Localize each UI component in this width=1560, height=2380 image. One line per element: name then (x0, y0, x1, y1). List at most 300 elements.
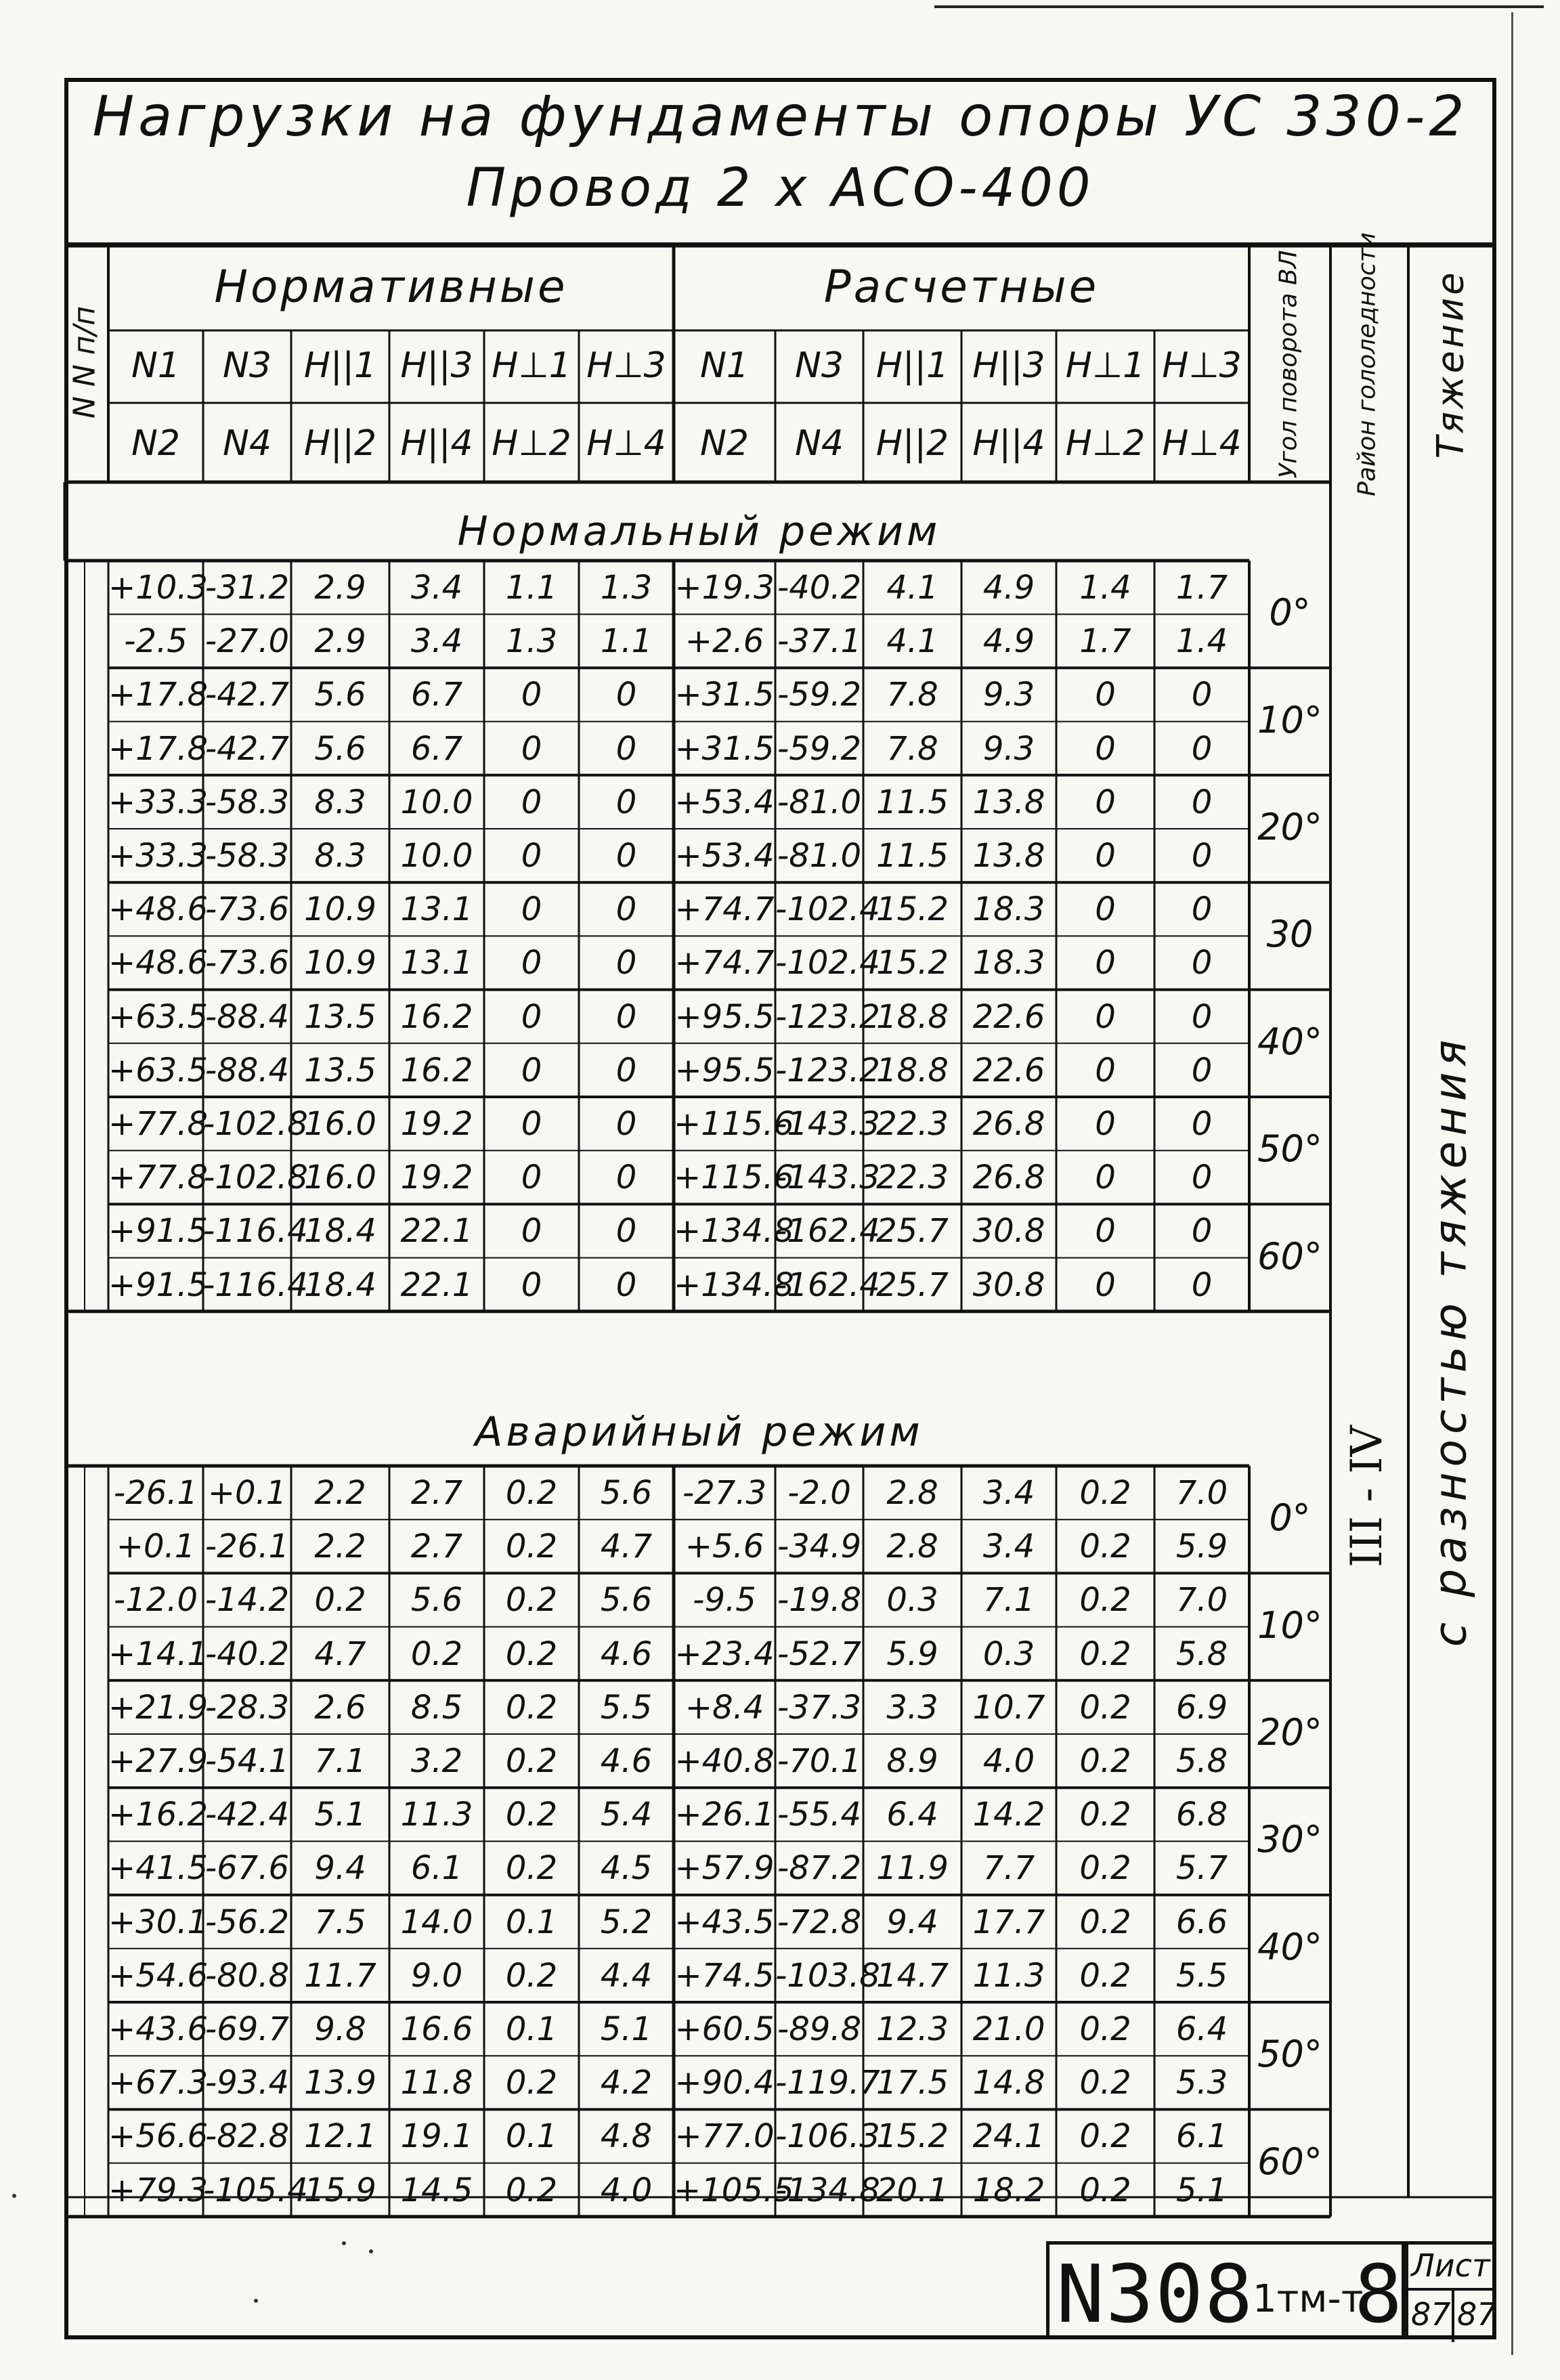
table-cell: 18.8 (876, 1051, 949, 1089)
table-cell: -93.4 (204, 2064, 290, 2102)
table-cell: 0 (1191, 997, 1213, 1036)
column-header: H⊥4 (1162, 423, 1242, 464)
table-cell: +115.6 (674, 1105, 794, 1143)
table-cell: +74.5 (674, 1956, 775, 1995)
table-cell: 0 (521, 1265, 542, 1304)
header-npp: N N п/п (67, 305, 102, 419)
table-cell: 0.2 (1079, 1688, 1131, 1727)
table-cell: 0.2 (505, 1581, 558, 1620)
table-cell: 6.7 (410, 676, 463, 714)
table-cell: 1.1 (505, 569, 558, 607)
table-cell: -37.1 (777, 622, 862, 661)
table-cell: -9.5 (693, 1581, 756, 1620)
table-cell: 5.4 (600, 1796, 653, 1834)
column-header: H||3 (972, 345, 1045, 386)
table-cell: +77.0 (674, 2117, 775, 2156)
table-cell: -116.4 (203, 1212, 308, 1251)
table-cell: 7.8 (886, 676, 938, 714)
table-cell: +5.6 (685, 1528, 764, 1566)
table-cell: +90.4 (674, 2064, 775, 2102)
table-cell: +74.7 (674, 944, 775, 982)
table-cell: 11.9 (876, 1849, 949, 1888)
table-cell: +8.4 (685, 1688, 764, 1727)
table-cell: 5.3 (1175, 2064, 1228, 2102)
table-cell: 5.8 (1175, 1635, 1228, 1673)
table-cell: 0.2 (1079, 1742, 1131, 1780)
table-cell: 3.4 (982, 1474, 1035, 1512)
table-cell: 0 (1095, 890, 1116, 929)
table-cell: +14.1 (108, 1635, 209, 1673)
table-cell: 10.7 (972, 1688, 1045, 1727)
table-cell: 0 (521, 1212, 542, 1251)
table-cell: 0 (615, 944, 637, 982)
table-cell: -73.6 (204, 890, 290, 929)
table-cell: +40.8 (674, 1742, 775, 1780)
table-cell: 0 (615, 997, 637, 1036)
table-cell: 0 (615, 1212, 637, 1251)
emergency-angle-label: 60° (1257, 2140, 1322, 2183)
district-value: III - IV (1342, 1425, 1392, 1567)
table-cell: 0 (521, 676, 542, 714)
table-cell: 0 (521, 890, 542, 929)
table-cell: 20.1 (876, 2171, 949, 2209)
column-header: H⊥1 (1065, 345, 1146, 386)
table-cell: -42.7 (204, 676, 290, 714)
column-header: N1 (700, 345, 749, 386)
table-cell: +77.8 (108, 1105, 209, 1143)
table-cell: 4.7 (600, 1528, 653, 1566)
table-cell: +43.6 (108, 2010, 209, 2048)
table-cell: 6.9 (1175, 1688, 1228, 1727)
table-cell: 15.2 (876, 890, 949, 929)
table-cell: 0 (1095, 676, 1116, 714)
table-cell: 8.3 (314, 783, 366, 821)
table-cell: -80.8 (204, 1956, 290, 1995)
table-cell: 0 (1191, 1212, 1213, 1251)
table-cell: -134.8 (775, 2171, 880, 2209)
table-cell: 8.9 (886, 1742, 938, 1780)
table-cell: 22.3 (876, 1159, 949, 1197)
table-cell: 0 (1191, 676, 1213, 714)
table-cell: -56.2 (204, 1903, 290, 1941)
table-cell: +30.1 (108, 1903, 209, 1941)
column-header: H⊥4 (586, 423, 666, 464)
table-cell: +48.6 (108, 890, 209, 929)
table-cell: 16.0 (304, 1159, 376, 1197)
table-cell: 0 (1191, 837, 1213, 875)
table-cell: 6.6 (1175, 1903, 1228, 1941)
table-cell: 1.3 (600, 569, 653, 607)
emergency-angle-label: 50° (1257, 2033, 1322, 2076)
table-cell: 5.1 (314, 1796, 366, 1834)
emergency-angle-label: 0° (1269, 1496, 1311, 1540)
table-cell: 5.7 (1175, 1849, 1228, 1888)
table-cell: +21.9 (108, 1688, 209, 1727)
table-cell: 8.5 (410, 1688, 463, 1727)
table-cell: 22.6 (972, 997, 1045, 1036)
table-cell: -52.7 (777, 1635, 862, 1673)
table-cell: 11.7 (304, 1956, 376, 1995)
table-cell: -59.2 (777, 729, 862, 768)
table-cell: 5.6 (410, 1581, 463, 1620)
table-cell: 0 (1095, 1212, 1116, 1251)
table-cell: +43.5 (674, 1903, 775, 1941)
table-cell: -2.5 (124, 622, 188, 661)
table-cell: 5.9 (886, 1635, 938, 1673)
table-cell: 0.2 (1079, 2117, 1131, 2156)
table-cell: 4.5 (600, 1849, 653, 1888)
table-cell: -67.6 (204, 1849, 290, 1888)
table-cell: 14.2 (972, 1796, 1045, 1834)
table-cell: -37.3 (777, 1688, 862, 1727)
column-header: H||2 (875, 423, 949, 464)
table-cell: +74.7 (674, 890, 775, 929)
table-cell: -116.4 (203, 1265, 308, 1304)
table-cell: +57.9 (674, 1849, 775, 1888)
table-cell: 14.0 (400, 1903, 473, 1941)
table-cell: +91.5 (108, 1265, 209, 1304)
table-cell: 8.3 (314, 837, 366, 875)
table-cell: -82.8 (204, 2117, 290, 2156)
table-cell: 3.2 (410, 1742, 463, 1780)
table-cell: 11.8 (400, 2064, 473, 2102)
normal-angle-label: 30 (1266, 913, 1314, 956)
table-cell: 13.8 (972, 783, 1045, 821)
table-cell: +63.5 (108, 1051, 209, 1089)
table-cell: +33.3 (108, 837, 209, 875)
table-cell: 4.9 (982, 569, 1035, 607)
table-cell: 1.7 (1079, 622, 1131, 661)
table-cell: -42.7 (204, 729, 290, 768)
table-cell: +56.6 (108, 2117, 209, 2156)
table-cell: 2.2 (314, 1474, 366, 1512)
table-cell: 9.4 (314, 1849, 366, 1888)
table-cell: 12.1 (304, 2117, 376, 2156)
table-cell: 4.0 (982, 1742, 1035, 1780)
table-cell: 0.2 (505, 1796, 558, 1834)
table-cell: 21.0 (972, 2010, 1045, 2048)
header-angle: Угол поворота ВЛ (1274, 250, 1303, 479)
table-cell: 2.7 (410, 1528, 463, 1566)
table-cell: 14.8 (972, 2064, 1045, 2102)
table-cell: 1.3 (505, 622, 558, 661)
header-district: Район гололедности (1353, 232, 1381, 496)
table-cell: 0 (1095, 1105, 1116, 1143)
table-cell: 7.0 (1175, 1474, 1228, 1512)
table-cell: -26.1 (204, 1528, 290, 1566)
table-cell: 2.8 (886, 1474, 938, 1512)
table-cell: -102.8 (203, 1159, 308, 1197)
table-cell: 3.4 (410, 569, 463, 607)
column-header: N2 (700, 423, 749, 464)
table-cell: 0 (615, 729, 637, 768)
table-cell: 5.5 (1175, 1956, 1228, 1995)
table-cell: 22.6 (972, 1051, 1045, 1089)
table-cell: 0 (521, 997, 542, 1036)
column-header: H⊥2 (1065, 423, 1146, 464)
drawing-number: N308 (1056, 2247, 1255, 2341)
speck (254, 2299, 258, 2303)
table-cell: 0 (1095, 837, 1116, 875)
table-cell: 0 (1191, 890, 1213, 929)
table-cell: +54.6 (108, 1956, 209, 1995)
table-cell: 0 (521, 944, 542, 982)
table-cell: 0.2 (1079, 1581, 1131, 1620)
table-cell: 13.8 (972, 837, 1045, 875)
table-cell: +77.8 (108, 1159, 209, 1197)
table-cell: +33.3 (108, 783, 209, 821)
table-cell: 17.7 (972, 1903, 1045, 1941)
table-cell: -102.4 (775, 890, 880, 929)
table-cell: -26.1 (113, 1474, 198, 1512)
table-cell: -28.3 (204, 1688, 290, 1727)
table-cell: 0 (521, 1105, 542, 1143)
header-tension: Тяжение (1429, 269, 1472, 459)
sheet-box (1405, 2241, 1496, 2339)
table-cell: +0.1 (207, 1474, 287, 1512)
column-header: N3 (223, 345, 272, 386)
table-cell: 3.4 (982, 1528, 1035, 1566)
table-cell: 6.1 (410, 1849, 463, 1888)
table-cell: +63.5 (108, 997, 209, 1036)
table-cell: -27.3 (682, 1474, 767, 1512)
table-cell: 19.2 (400, 1105, 473, 1143)
table-cell: 5.8 (1175, 1742, 1228, 1780)
speck (12, 2194, 16, 2198)
column-header: H⊥1 (492, 345, 571, 386)
table-cell: -123.2 (775, 997, 880, 1036)
sheet-divider (1452, 2288, 1454, 2342)
normal-angle-label: 60° (1257, 1234, 1322, 1278)
table-cell: -58.3 (204, 837, 290, 875)
table-cell: 0.2 (410, 1635, 463, 1673)
section-normal-label: Нормальный режим (457, 508, 941, 555)
table-cell: -54.1 (204, 1742, 290, 1780)
normal-angle-label: 10° (1257, 698, 1322, 741)
header-normative: Нормативные (214, 261, 568, 313)
table-cell: +48.6 (108, 944, 209, 982)
table-cell: 1.7 (1175, 569, 1228, 607)
table-cell: -14.2 (204, 1581, 290, 1620)
table-cell: -42.4 (204, 1796, 290, 1834)
table-cell: 4.0 (600, 2171, 653, 2209)
table-cell: 0 (1191, 1265, 1213, 1304)
table-cell: 0 (1191, 729, 1213, 768)
table-cell: +53.4 (674, 783, 775, 821)
table-cell: 0 (615, 1051, 637, 1089)
drawing-number-stamp (1046, 2241, 1405, 2339)
table-cell: 7.1 (314, 1742, 366, 1780)
table-cell: 0.1 (505, 1903, 558, 1941)
table-cell: 22.1 (400, 1212, 473, 1251)
table-cell: -102.4 (775, 944, 880, 982)
table-cell: 4.1 (886, 569, 938, 607)
table-cell: 5.6 (600, 1581, 653, 1620)
table-cell: 15.2 (876, 2117, 949, 2156)
table-cell: +31.5 (674, 676, 775, 714)
table-cell: -59.2 (777, 676, 862, 714)
table-cell: 18.4 (304, 1265, 376, 1304)
table-cell: 0.2 (505, 1474, 558, 1512)
table-cell: 16.6 (400, 2010, 473, 2048)
column-header: H||2 (303, 423, 377, 464)
column-header: N3 (795, 345, 844, 386)
column-header: N4 (795, 423, 844, 464)
table-cell: 11.3 (400, 1796, 473, 1834)
table-cell: 10.9 (304, 890, 376, 929)
table-cell: 0.2 (505, 2064, 558, 2102)
table-cell: 26.8 (972, 1105, 1045, 1143)
table-cell: 5.1 (1175, 2171, 1228, 2209)
table-cell: -87.2 (777, 1849, 862, 1888)
column-header: H||3 (400, 345, 473, 386)
table-cell: -123.2 (775, 1051, 880, 1089)
emergency-angle-label: 10° (1257, 1603, 1322, 1647)
table-cell: -40.2 (777, 569, 862, 607)
table-cell: 17.5 (876, 2064, 949, 2102)
table-cell: 13.1 (400, 890, 473, 929)
table-cell: 0 (1191, 1051, 1213, 1089)
table-cell: 0 (1095, 1051, 1116, 1089)
table-cell: 0 (521, 729, 542, 768)
table-cell: 0.2 (505, 1528, 558, 1566)
table-cell: 0.2 (1079, 2010, 1131, 2048)
table-cell: 0 (1095, 1265, 1116, 1304)
normal-angle-label: 0° (1269, 591, 1311, 634)
table-cell: 9.3 (982, 729, 1035, 768)
table-cell: -19.8 (777, 1581, 862, 1620)
column-header: N2 (131, 423, 180, 464)
table-cell: +60.5 (674, 2010, 775, 2048)
table-cell: 0 (615, 676, 637, 714)
column-header: H||4 (972, 423, 1045, 464)
table-cell: 0 (521, 1051, 542, 1089)
table-cell: -69.7 (204, 2010, 290, 2048)
table-cell: 0.2 (1079, 2064, 1131, 2102)
table-cell: 0.1 (505, 2010, 558, 2048)
table-cell: 2.6 (314, 1688, 366, 1727)
table-cell: 2.9 (314, 569, 366, 607)
table-cell: 0.2 (1079, 1474, 1131, 1512)
table-cell: +10.3 (108, 569, 209, 607)
table-cell: 0.2 (1079, 1849, 1131, 1888)
table-cell: 0 (1191, 1105, 1213, 1143)
table-cell: 15.2 (876, 944, 949, 982)
table-cell: 9.4 (886, 1903, 938, 1941)
table-cell: -88.4 (204, 997, 290, 1036)
table-cell: 0 (1095, 783, 1116, 821)
table-cell: +95.5 (674, 997, 775, 1036)
table-cell: 0.2 (505, 1742, 558, 1780)
table-cell: 0 (521, 783, 542, 821)
table-cell: 0.2 (1079, 1635, 1131, 1673)
table-cell: +95.5 (674, 1051, 775, 1089)
table-cell: 0.3 (886, 1581, 938, 1620)
table-cell: 5.6 (314, 729, 366, 768)
table-cell: 1.4 (1079, 569, 1131, 607)
table-cell: 0 (615, 1105, 637, 1143)
table-cell: +0.1 (116, 1528, 196, 1566)
table-cell: 2.2 (314, 1528, 366, 1566)
table-cell: 13.5 (304, 1051, 376, 1089)
table-cell: 7.1 (982, 1581, 1035, 1620)
table-cell: 4.7 (314, 1635, 366, 1673)
table-cell: -89.8 (777, 2010, 862, 2048)
table-cell: -2.0 (787, 1474, 851, 1512)
table-cell: +115.6 (674, 1159, 794, 1197)
section-emergency-label: Аварийный режим (475, 1408, 924, 1456)
table-cell: 10.0 (400, 783, 473, 821)
normal-angle-label: 20° (1257, 806, 1322, 848)
table-cell: 18.8 (876, 997, 949, 1036)
table-cell: 6.1 (1175, 2117, 1228, 2156)
column-header: N4 (223, 423, 272, 464)
table-cell: 7.5 (314, 1903, 366, 1941)
table-cell: +19.3 (674, 569, 775, 607)
table-cell: 9.0 (410, 1956, 463, 1995)
table-cell: 7.7 (982, 1849, 1035, 1888)
table-cell: 22.3 (876, 1105, 949, 1143)
table-cell: 15.9 (304, 2171, 376, 2209)
table-cell: 2.9 (314, 622, 366, 661)
table-cell: 0.2 (1079, 1528, 1131, 1566)
table-cell: +17.8 (108, 676, 209, 714)
column-header: H⊥3 (1162, 345, 1242, 386)
table-cell: +41.5 (108, 1849, 209, 1888)
normal-angle-label: 50° (1257, 1127, 1322, 1171)
table-cell: 12.3 (876, 2010, 949, 2048)
table-cell: 30.8 (972, 1265, 1045, 1304)
table-cell: +134.8 (674, 1212, 794, 1251)
table-cell: -70.1 (777, 1742, 862, 1780)
table-cell: 16.0 (304, 1105, 376, 1143)
table-cell: 13.1 (400, 944, 473, 982)
table-cell: 0 (1095, 997, 1116, 1036)
table-cell: 19.2 (400, 1159, 473, 1197)
table-cell: 0 (1095, 729, 1116, 768)
table-cell: -34.9 (777, 1528, 862, 1566)
table-cell: 10.9 (304, 944, 376, 982)
table-cell: +67.3 (108, 2064, 209, 2102)
table-cell: 14.7 (876, 1956, 949, 1995)
table-cell: 4.4 (600, 1956, 653, 1995)
table-cell: 2.7 (410, 1474, 463, 1512)
table-cell: 22.1 (400, 1265, 473, 1304)
table-cell: -12.0 (113, 1581, 198, 1620)
table-cell: 18.2 (972, 2171, 1045, 2209)
table-cell: 0 (1095, 1159, 1116, 1197)
table-cell: 5.6 (600, 1474, 653, 1512)
drawing-number-end: 8 (1354, 2247, 1403, 2341)
table-cell: 6.4 (1175, 2010, 1228, 2048)
normal-angle-label: 40° (1257, 1020, 1322, 1063)
table-cell: 5.1 (600, 2010, 653, 2048)
table-cell: -31.2 (204, 569, 290, 607)
table-cell: -162.4 (775, 1212, 880, 1251)
table-cell: 0.2 (1079, 2171, 1131, 2209)
table-cell: -40.2 (204, 1635, 290, 1673)
table-cell: 0 (1191, 783, 1213, 821)
table-cell: 0.2 (505, 1956, 558, 1995)
table-cell: +16.2 (108, 1796, 209, 1834)
table-cell: 0.2 (1079, 1903, 1131, 1941)
table-cell: +91.5 (108, 1212, 209, 1251)
table-cell: 4.6 (600, 1635, 653, 1673)
table-cell: 0 (1191, 944, 1213, 982)
table-cell: 4.6 (600, 1742, 653, 1780)
table-cell: 4.9 (982, 622, 1035, 661)
table-cell: 0.2 (314, 1581, 366, 1620)
